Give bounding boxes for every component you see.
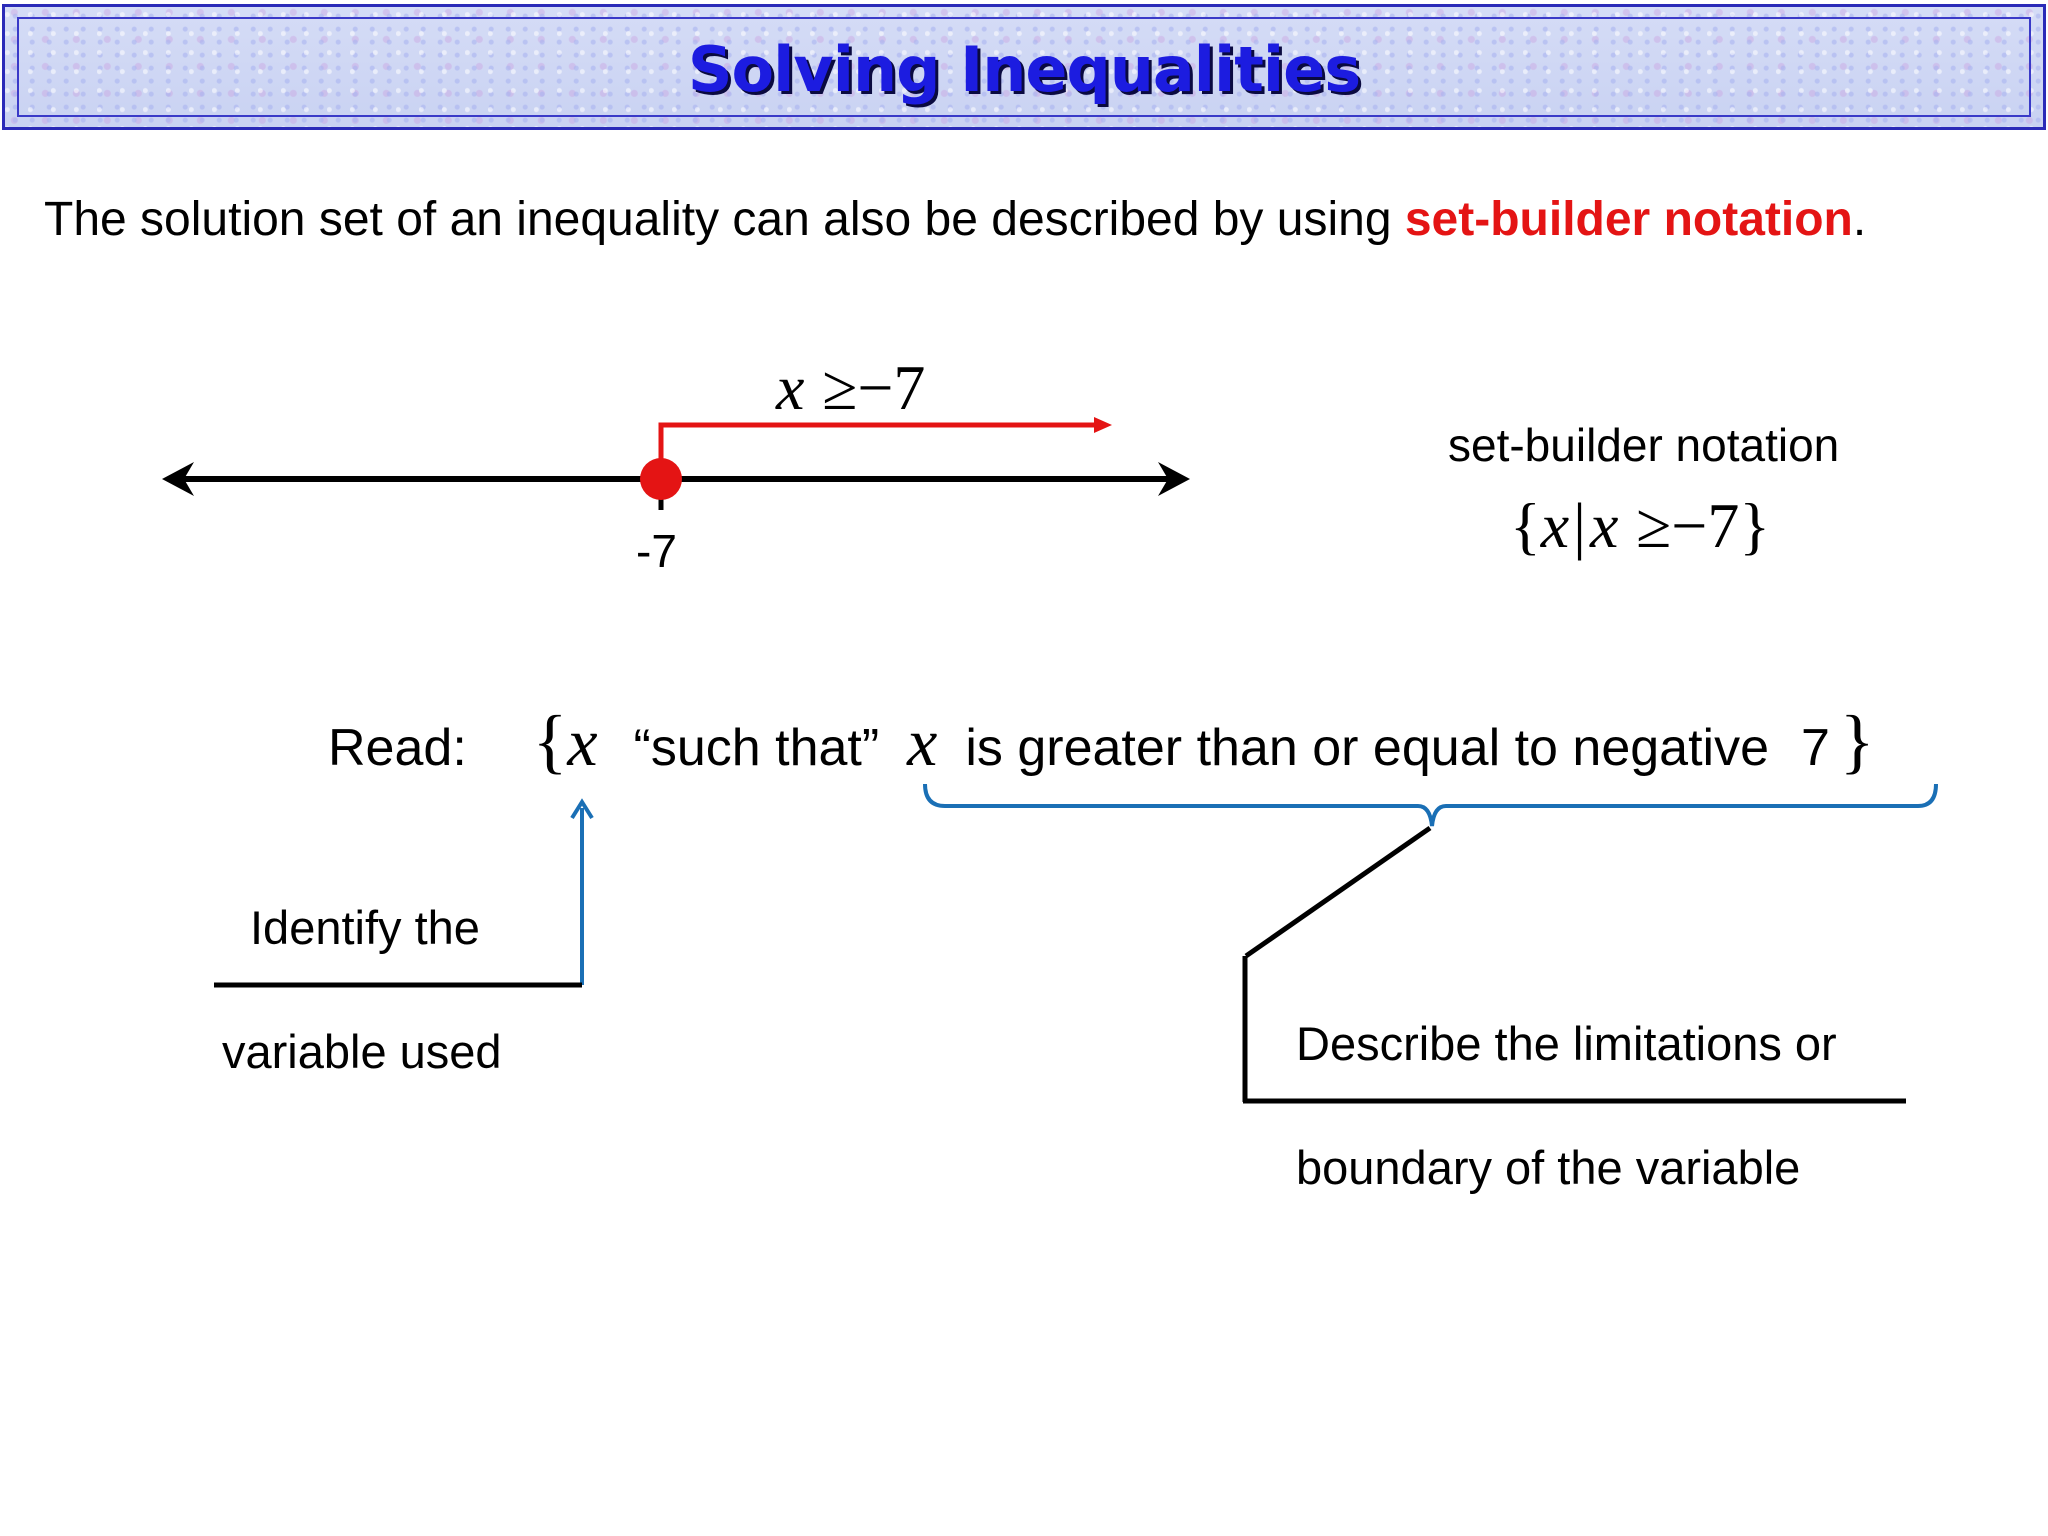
describe-leader <box>1246 828 1430 956</box>
read-label: Read: <box>328 719 467 777</box>
solution-ray-arrow <box>1094 417 1112 433</box>
tick-label: -7 <box>636 525 677 577</box>
ineq-value: −7 <box>857 352 926 423</box>
ineq-rel: ≥ <box>822 352 858 423</box>
closed-point <box>640 458 682 500</box>
read-open-brace: { <box>532 701 568 781</box>
set-builder-label: set-builder notation <box>1448 419 1840 471</box>
read-phrase: is greater than or equal to negative <box>965 719 1769 777</box>
intro-text: The solution set of an inequality can also be described by using <box>44 193 1405 246</box>
intro-highlight: set-builder notation <box>1404 193 1853 246</box>
read-such-that: “such that” <box>633 719 880 777</box>
sb-cond-var: x <box>1589 490 1619 561</box>
solution-ray <box>661 425 1100 476</box>
condition-bracket <box>925 784 1936 826</box>
describe-label-line1: Describe the limitations or <box>1296 1017 1837 1070</box>
read-var2: x <box>907 704 938 780</box>
read-close-brace: } <box>1839 701 1875 781</box>
read-line <box>328 700 1874 783</box>
sb-open-brace: { <box>1510 490 1541 561</box>
read-var: x <box>567 704 598 780</box>
inequality-label <box>776 350 925 425</box>
sb-bar: | <box>1573 490 1586 561</box>
ineq-var: x <box>776 352 805 423</box>
describe-label-line2: boundary of the variable <box>1296 1141 1801 1194</box>
intro-end: . <box>1852 193 1867 246</box>
sb-rel: ≥ <box>1636 490 1672 561</box>
sb-value: −7 <box>1671 490 1740 561</box>
slide-title: Solving Inequalities <box>687 33 1361 106</box>
identify-label-line1: Identify the <box>250 901 480 954</box>
identify-label-line2: variable used <box>222 1025 502 1078</box>
set-builder-expression <box>1510 488 1770 563</box>
sb-close-brace: } <box>1739 490 1771 561</box>
sb-var: x <box>1540 490 1570 561</box>
read-number: 7 <box>1801 719 1830 777</box>
